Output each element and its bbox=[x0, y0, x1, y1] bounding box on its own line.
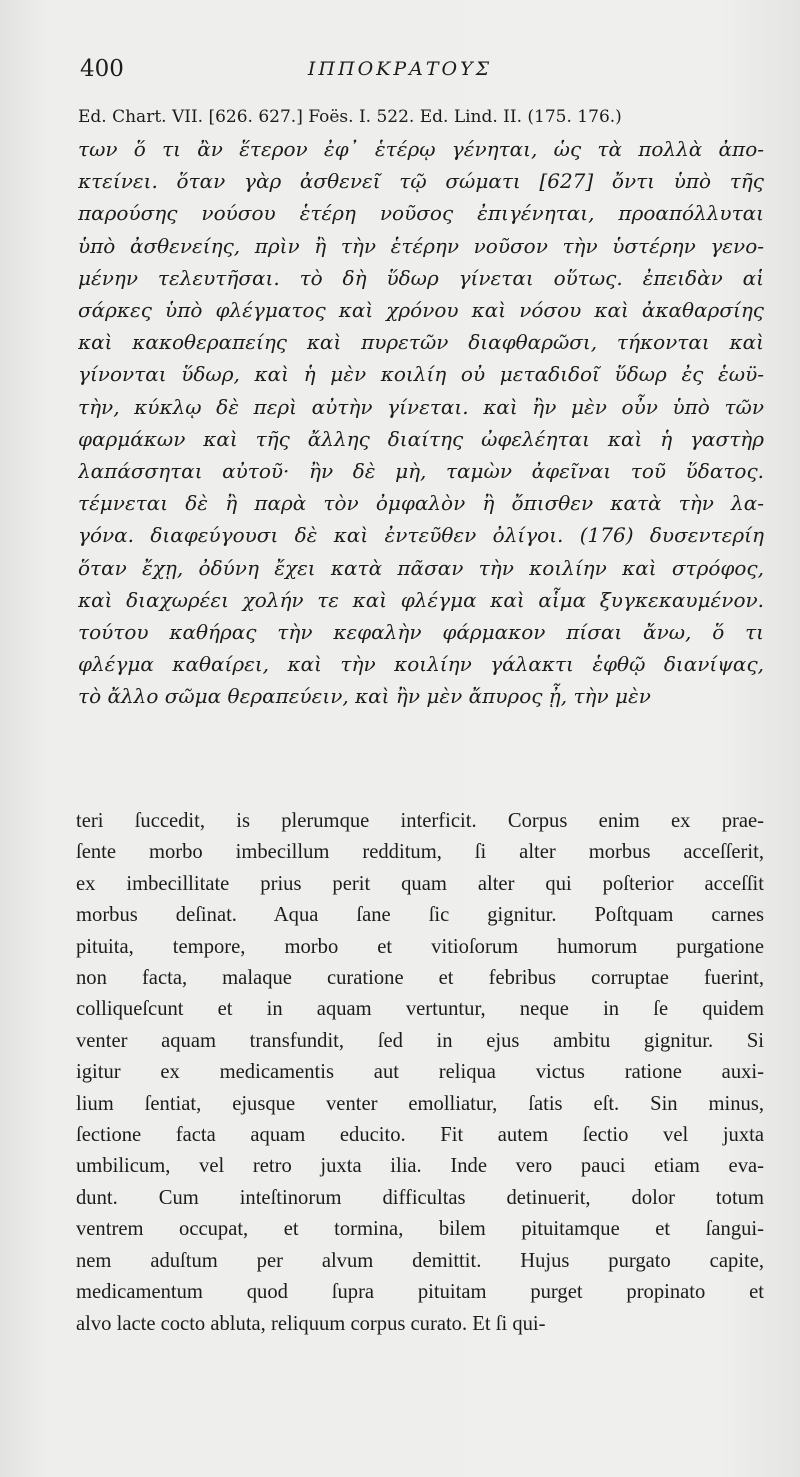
latin-text-line: venter aquam transfundit, ſed in ejus ambitu gignitur. Si bbox=[76, 1029, 764, 1052]
latin-text-line: colliqueſcunt et in aquam vertuntur, neque in ſe quidem bbox=[76, 998, 764, 1021]
greek-text-block bbox=[78, 133, 764, 713]
latin-text-line: pituita, tempore, morbo et vitioſorum humorum purgatione bbox=[76, 935, 764, 958]
greek-text-line: φλέγμα καθαίρει, καὶ τὴν κοιλίην γάλακτι ἑφθῷ διανίψας, bbox=[78, 652, 764, 677]
greek-text-line: παρούσης νούσου ἑτέρη νοῦσος ἐπιγένηται, προαπόλλυται bbox=[78, 201, 764, 226]
greek-text-line: τὴν, κύκλῳ δὲ περὶ αὐτὴν γίνεται. καὶ ἢν μὲν οὖν ὑπὸ τῶν bbox=[78, 394, 764, 419]
latin-translation-block bbox=[76, 806, 764, 1340]
latin-text-line: alvo lacte cocto abluta, reliquum corpus curato. Et ſi qui- bbox=[76, 1312, 546, 1335]
greek-text-line: τέμνεται δὲ ἢ παρὰ τὸν ὀμφαλὸν ἢ ὄπισθεν κατὰ τὴν λα- bbox=[78, 491, 764, 516]
greek-text-line: ὑπὸ ἀσθενείης, πρὶν ἢ τὴν ἑτέρην νοῦσον τὴν ὑστέρην γενο- bbox=[78, 233, 764, 258]
greek-text-line: κτείνει. ὅταν γὰρ ἀσθενεῖ τῷ σώματι [627] ὄντι ὑπὸ τῆς bbox=[78, 169, 764, 194]
latin-text-line: dunt. Cum inteſtinorum difficultas detinuerit, dolor totum bbox=[76, 1186, 764, 1209]
greek-text-line: τούτου καθήρας τὴν κεφαλὴν φάρμακον πίσαι ἄνω, ὅ τι bbox=[78, 620, 764, 645]
edition-references: Ed. Chart. VII. [626. 627.] Foës. I. 522. Ed. Lind. II. (175. 176.) bbox=[78, 107, 622, 127]
latin-text-line: medicamentum quod ſupra pituitam purget propinato et bbox=[76, 1281, 764, 1304]
latin-text-line: ventrem occupat, et tormina, bilem pituitamque et ſangui- bbox=[76, 1218, 764, 1241]
greek-text-line: λαπάσσηται αὐτοῦ· ἢν δὲ μὴ, ταμὼν ἀφεῖναι τοῦ ὕδατος. bbox=[78, 459, 764, 484]
latin-text-line: nem aduſtum per alvum demittit. Hujus purgato capite, bbox=[76, 1249, 764, 1272]
running-title: ΙΠΠΟΚΡΑΤΟΥΣ bbox=[307, 58, 493, 80]
greek-text-line: των ὅ τι ἂν ἕτερον ἐφ᾽ ἑτέρῳ γένηται, ὡς τὰ πολλὰ ἀπο- bbox=[78, 137, 764, 161]
greek-text-line: καὶ κακοθεραπείης καὶ πυρετῶν διαφθαρῶσι, τήκονται καὶ bbox=[78, 330, 764, 355]
latin-text-line: ſectione facta aquam educito. Fit autem ſectio vel juxta bbox=[76, 1124, 764, 1147]
page-number: 400 bbox=[80, 56, 124, 82]
greek-text-line: γίνονται ὕδωρ, καὶ ἡ μὲν κοιλίη οὐ μεταδιδοῖ ὕδωρ ἐς ἑωϋ- bbox=[78, 362, 764, 387]
greek-text-line: ὅταν ἔχῃ, ὀδύνη ἔχει κατὰ πᾶσαν τὴν κοιλίην καὶ στρόφος, bbox=[78, 555, 764, 580]
greek-text-line: σάρκες ὑπὸ φλέγματος καὶ χρόνου καὶ νόσου καὶ ἀκαθαρσίης bbox=[78, 298, 764, 323]
greek-text-line: γόνα. διαφεύγουσι δὲ καὶ ἐντεῦθεν ὀλίγοι. (176) δυσεντερίη bbox=[78, 523, 764, 548]
latin-text-line: teri ſuccedit, is plerumque interficit. Corpus enim ex prae- bbox=[76, 810, 764, 832]
latin-text-line: umbilicum, vel retro juxta ilia. Inde vero pauci etiam eva- bbox=[76, 1155, 764, 1178]
latin-text-line: non facta, malaque curatione et febribus corruptae fuerint, bbox=[76, 967, 764, 990]
greek-text-line: καὶ διαχωρέει χολήν τε καὶ φλέγμα καὶ αἷμα ξυγκεκαυμένον. bbox=[78, 587, 764, 612]
greek-text-line: μένην τελευτῆσαι. τὸ δὴ ὕδωρ γίνεται οὕτως. ἐπειδὰν αἱ bbox=[78, 265, 764, 290]
latin-text-line: igitur ex medicamentis aut reliqua victus ratione auxi- bbox=[76, 1061, 764, 1084]
latin-text-line: morbus deſinat. Aqua ſane ſic gignitur. Poſtquam carnes bbox=[76, 904, 764, 927]
greek-text-line: τὸ ἄλλο σῶμα θεραπεύειν, καὶ ἢν μὲν ἄπυρος ᾖ, τὴν μὲν bbox=[78, 684, 651, 709]
greek-text-line: φαρμάκων καὶ τῆς ἄλλης διαίτης ὠφελέηται καὶ ἡ γαστὴρ bbox=[78, 426, 764, 451]
latin-text-line: ex imbecillitate prius perit quam alter qui poſterior acceſſit bbox=[76, 872, 764, 895]
page-header bbox=[0, 48, 800, 88]
latin-text-line: ſente morbo imbecillum redditum, ſi alter morbus acceſſerit, bbox=[76, 841, 764, 864]
latin-text-line: lium ſentiat, ejusque venter emolliatur, ſatis eſt. Sin minus, bbox=[76, 1092, 764, 1115]
